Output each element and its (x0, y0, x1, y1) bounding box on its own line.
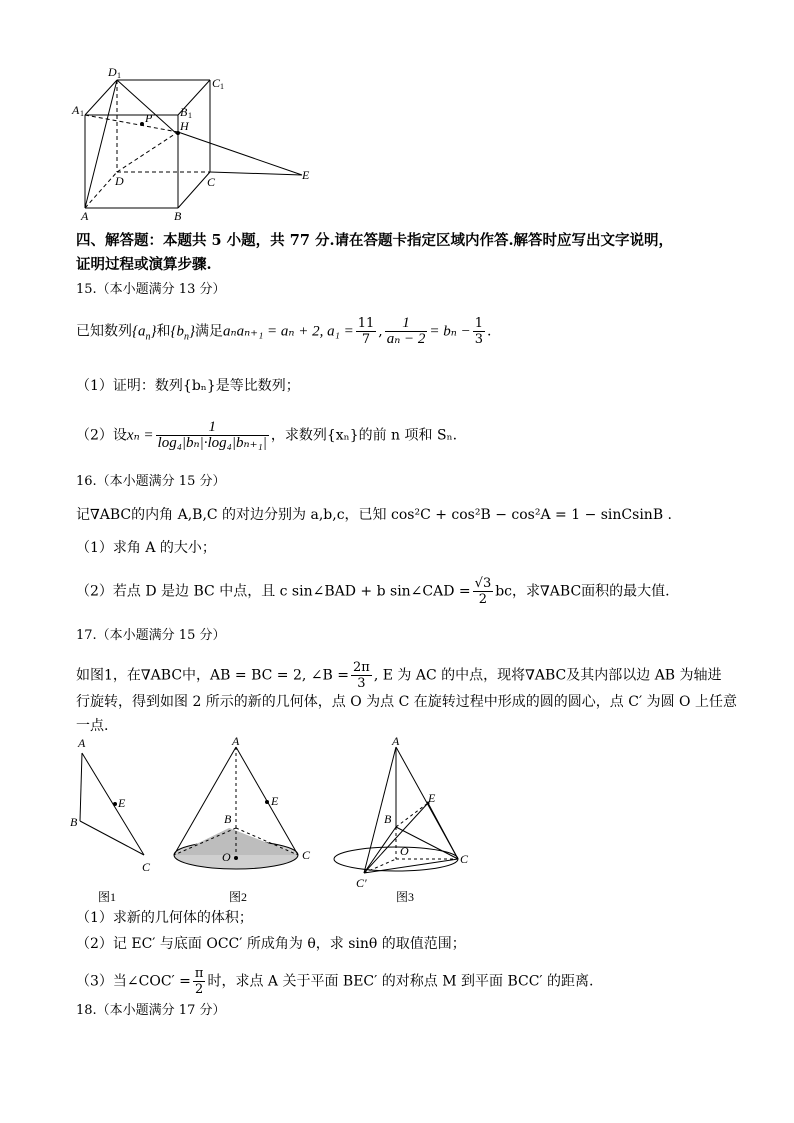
label-a1-sub: 1 (80, 109, 84, 118)
q15-stem (76, 316, 491, 347)
q17-part3-frac-num: π (194, 966, 204, 981)
q15-and: 和 (156, 323, 171, 340)
fig3-label-cp: C′ (356, 876, 367, 890)
q17-part2: （2）记 EC′ 与底面 OCC′ 所成角为 θ，求 sinθ 的取值范围； (76, 936, 466, 952)
label-e: E (302, 168, 310, 182)
q15-frac-bdef-den: aₙ − 2 (386, 331, 426, 347)
q17-header: 17.（本小题满分 15 分） (76, 628, 226, 643)
q17-frac-angle (351, 660, 372, 691)
section-heading-line2: 证明过程或演算步骤. (76, 256, 212, 273)
q16-frac-den: 2 (478, 592, 488, 607)
q17-part1: （1）求新的几何体的体积； (76, 910, 253, 926)
fig1-label-a: A (78, 736, 86, 750)
label-b1-sub: 1 (188, 111, 192, 120)
q15-recurrence: aₙaₙ₊₁ = aₙ + 2, a₁ = (223, 323, 354, 340)
q15-part2 (76, 420, 457, 451)
q17-line1-pre: 如图1，在∇ABC中，AB = BC = 2, ∠B = (76, 667, 349, 684)
fig1-label-c: C (142, 860, 151, 874)
q15-frac-a1-den: 7 (361, 332, 371, 347)
q16-part2 (76, 576, 670, 607)
fig1-label-b: B (70, 815, 78, 829)
q17-part3 (76, 966, 594, 997)
q15-xn-frac-den: log₄|bₙ|·log₄|bₙ₊₁| (157, 435, 267, 451)
fig2-label-b: B (224, 812, 232, 826)
cube-figure (60, 60, 330, 225)
fig3-label-c: C (460, 852, 469, 866)
fig1-caption: 图1 (98, 890, 117, 904)
fig2-label-o: O (222, 850, 231, 864)
q15-xn-frac-num: 1 (156, 420, 269, 436)
q15-frac-bdef-num: 1 (385, 316, 428, 332)
q17-part3-frac-den: 2 (195, 982, 204, 997)
fig3-label-o: O (400, 844, 409, 858)
label-c1: C (212, 76, 221, 90)
fig3-caption: 图3 (396, 890, 415, 904)
q15-part2-post: ，求数列{xₙ}的前 n 项和 Sₙ. (270, 427, 458, 444)
q15-end: . (487, 323, 492, 340)
q18-header: 18.（本小题满分 17 分） (76, 1003, 226, 1018)
q15-seq-b-sub: n (184, 331, 189, 343)
fig3-label-e: E (428, 791, 436, 805)
label-c1-sub: 1 (220, 82, 224, 91)
fig1-label-e: E (118, 796, 126, 810)
q15-part1: （1）证明：数列{bₙ}是等比数列； (76, 378, 300, 394)
q15-seq-b-close: } (189, 323, 195, 340)
q15-stem-pre: 已知数列 (76, 323, 132, 340)
q15-seq-a: {a (132, 323, 146, 340)
q17-line1 (76, 660, 722, 691)
q15-seq-a-sub: n (145, 331, 151, 343)
q17-line3: 一点. (76, 718, 109, 734)
q15-frac-third (473, 316, 485, 347)
q17-frac-angle-num: 2π (352, 660, 370, 675)
q17-part3-pre: （3）当∠COC′ = (76, 973, 191, 990)
fig2-caption: 图2 (229, 890, 248, 904)
q16-part1: （1）求角 A 的大小； (76, 540, 216, 556)
q15-frac-a1-num: 11 (357, 316, 375, 331)
label-b: B (174, 209, 182, 223)
q15-frac-bdef (385, 316, 428, 347)
label-a1: A (72, 103, 80, 117)
q15-xn-frac (156, 420, 269, 451)
q17-line2: 行旋转，得到如图 2 所示的新的几何体，点 O 为点 C 在旋转过程中形成的圆的圆心，点 C′ 为圆 O 上任意 (76, 694, 737, 710)
fig3-label-b: B (384, 812, 392, 826)
q15-header: 15.（本小题满分 13 分） (76, 282, 226, 297)
q15-seq-b: {b (170, 323, 184, 340)
q16-part2-post: bc，求∇ABC面积的最大值. (495, 583, 670, 600)
fig2-label-e: E (271, 794, 279, 808)
label-d1: D (108, 65, 117, 79)
q17-frac-angle-den: 3 (357, 676, 366, 691)
q15-frac-third-num: 1 (474, 316, 484, 331)
q16-part2-pre: （2）若点 D 是边 BC 中点，且 c sin∠BAD + b sin∠CAD = (76, 583, 471, 600)
q15-frac-a1 (356, 316, 377, 347)
label-p: P (145, 111, 153, 125)
q15-seq-a-close: } (150, 323, 157, 340)
fig3-label-a: A (392, 734, 400, 748)
section-heading-line1: 四、解答题：本题共 5 小题，共 77 分.请在答题卡指定区域内作答.解答时应写出文字说明， (76, 232, 674, 249)
label-d1-sub: 1 (117, 71, 121, 80)
fig1-triangle (80, 753, 144, 855)
q17-line1-post: , E 为 AC 的中点，现将∇ABC及其内部以边 AB 为轴进 (373, 667, 722, 684)
q15-part2-pre: （2）设 (76, 427, 127, 444)
q15-eq-bn: = bₙ − (429, 323, 471, 340)
q16-frac (473, 576, 494, 607)
q16-frac-num: √3 (474, 576, 492, 591)
q16-header: 16.（本小题满分 15 分） (76, 474, 226, 489)
label-b1: B (180, 105, 188, 119)
label-h: H (180, 119, 189, 133)
q15-xn: xₙ = (126, 427, 154, 444)
q17-part3-frac (193, 966, 206, 997)
label-c: C (207, 175, 216, 189)
fig2-label-c: C (302, 848, 311, 862)
label-d: D (115, 174, 124, 188)
label-a: A (81, 209, 89, 223)
q16-stem: 记∇ABC的内角 A,B,C 的对边分别为 a,b,c，已知 cos²C + cos²B − cos²A = 1 − sinCsinB . (76, 507, 673, 523)
q15-frac-third-den: 3 (474, 332, 484, 347)
q15-stem-mid: 满足 (195, 323, 223, 340)
q17-part3-post: 时，求点 A 关于平面 BEC′ 的对称点 M 到平面 BCC′ 的距离. (207, 973, 594, 990)
q15-comma: , (378, 323, 383, 340)
q17-figures (66, 733, 486, 908)
fig2-label-a: A (232, 734, 240, 748)
